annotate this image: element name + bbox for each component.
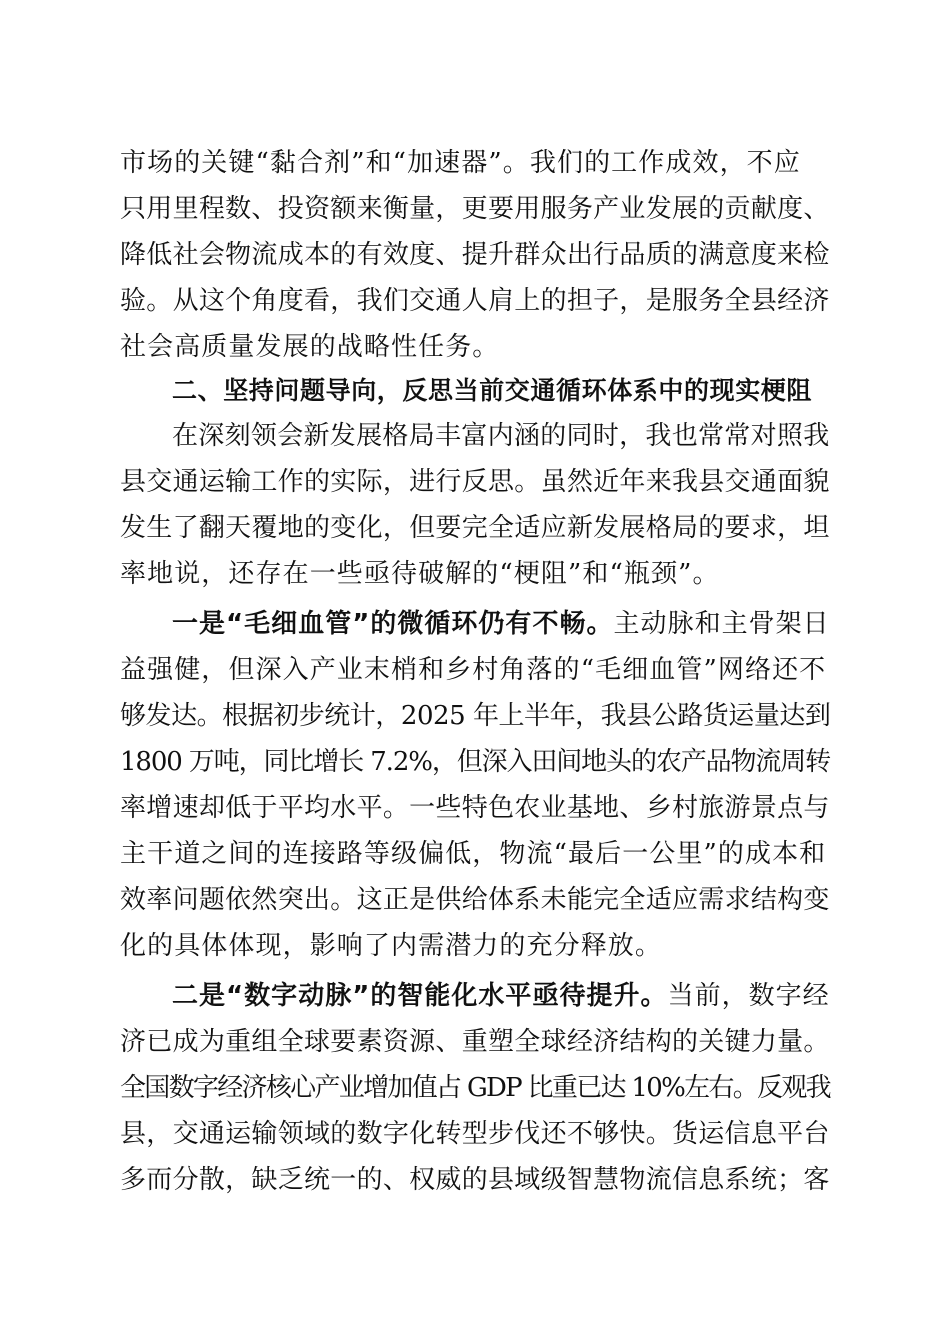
paragraph-line: 主干道之间的连接路等级偏低，物流“最后一公里”的成本和 xyxy=(120,839,827,869)
paragraph-text: 主动脉和主骨架日 xyxy=(613,609,830,639)
paragraph-line: 益强健，但深入产业末梢和乡村角落的“毛细血管”网络还不 xyxy=(120,655,827,685)
paragraph-text: 当前，数字经 xyxy=(667,981,830,1011)
paragraph-line: 1800 万吨，同比增长 7.2%，但深入田间地头的农产品物流周转 xyxy=(120,747,831,777)
paragraph-line: 济已成为重组全球要素资源、重塑全球经济结构的关键力量。 xyxy=(120,1027,830,1057)
paragraph-lead: 一是“毛细血管”的微循环仍有不畅。 xyxy=(172,609,614,639)
paragraph-line: 降低社会物流成本的有效度、提升群众出行品质的满意度来检 xyxy=(120,240,830,270)
paragraph-line: 县，交通运输领域的数字化转型步伐还不够快。货运信息平台 xyxy=(120,1119,830,1149)
paragraph-line: 化的具体体现，影响了内需潜力的充分释放。 xyxy=(120,931,663,961)
paragraph-line: 够发达。根据初步统计，2025 年上半年，我县公路货运量达到 xyxy=(120,701,831,731)
paragraph-line: 在深刻领会新发展格局丰富内涵的同时，我也常常对照我 xyxy=(172,421,830,451)
paragraph-line: 验。从这个角度看，我们交通人肩上的担子，是服务全县经济 xyxy=(120,286,830,316)
paragraph-line: 发生了翻天覆地的变化，但要完全适应新发展格局的要求，坦 xyxy=(120,513,830,543)
paragraph-line: 效率问题依然突出。这正是供给体系未能完全适应需求结构变 xyxy=(120,885,830,915)
section-heading: 二、坚持问题导向，反思当前交通循环体系中的现实梗阻 xyxy=(172,376,813,405)
paragraph-first-line xyxy=(172,981,830,1011)
paragraph-line: 率地说，还存在一些亟待破解的“梗阻”和“瓶颈”。 xyxy=(120,559,720,589)
paragraph-line: 社会高质量发展的战略性任务。 xyxy=(120,332,500,362)
paragraph-line: 率增速却低于平均水平。一些特色农业基地、乡村旅游景点与 xyxy=(120,793,830,823)
paragraph-line: 全国数字经济核心产业增加值占 GDP 比重已达 10%左右。反观我 xyxy=(120,1073,830,1103)
paragraph-lead: 二是“数字动脉”的智能化水平亟待提升。 xyxy=(172,981,668,1011)
paragraph-line: 只用里程数、投资额来衡量，更要用服务产业发展的贡献度、 xyxy=(120,194,830,224)
paragraph-line: 市场的关键“黏合剂”和“加速器”。我们的工作成效，不应 xyxy=(120,148,801,178)
paragraph-first-line xyxy=(172,609,830,639)
paragraph-line: 县交通运输工作的实际，进行反思。虽然近年来我县交通面貌 xyxy=(120,467,830,497)
paragraph-line: 多而分散，缺乏统一的、权威的县域级智慧物流信息系统；客 xyxy=(120,1165,830,1195)
